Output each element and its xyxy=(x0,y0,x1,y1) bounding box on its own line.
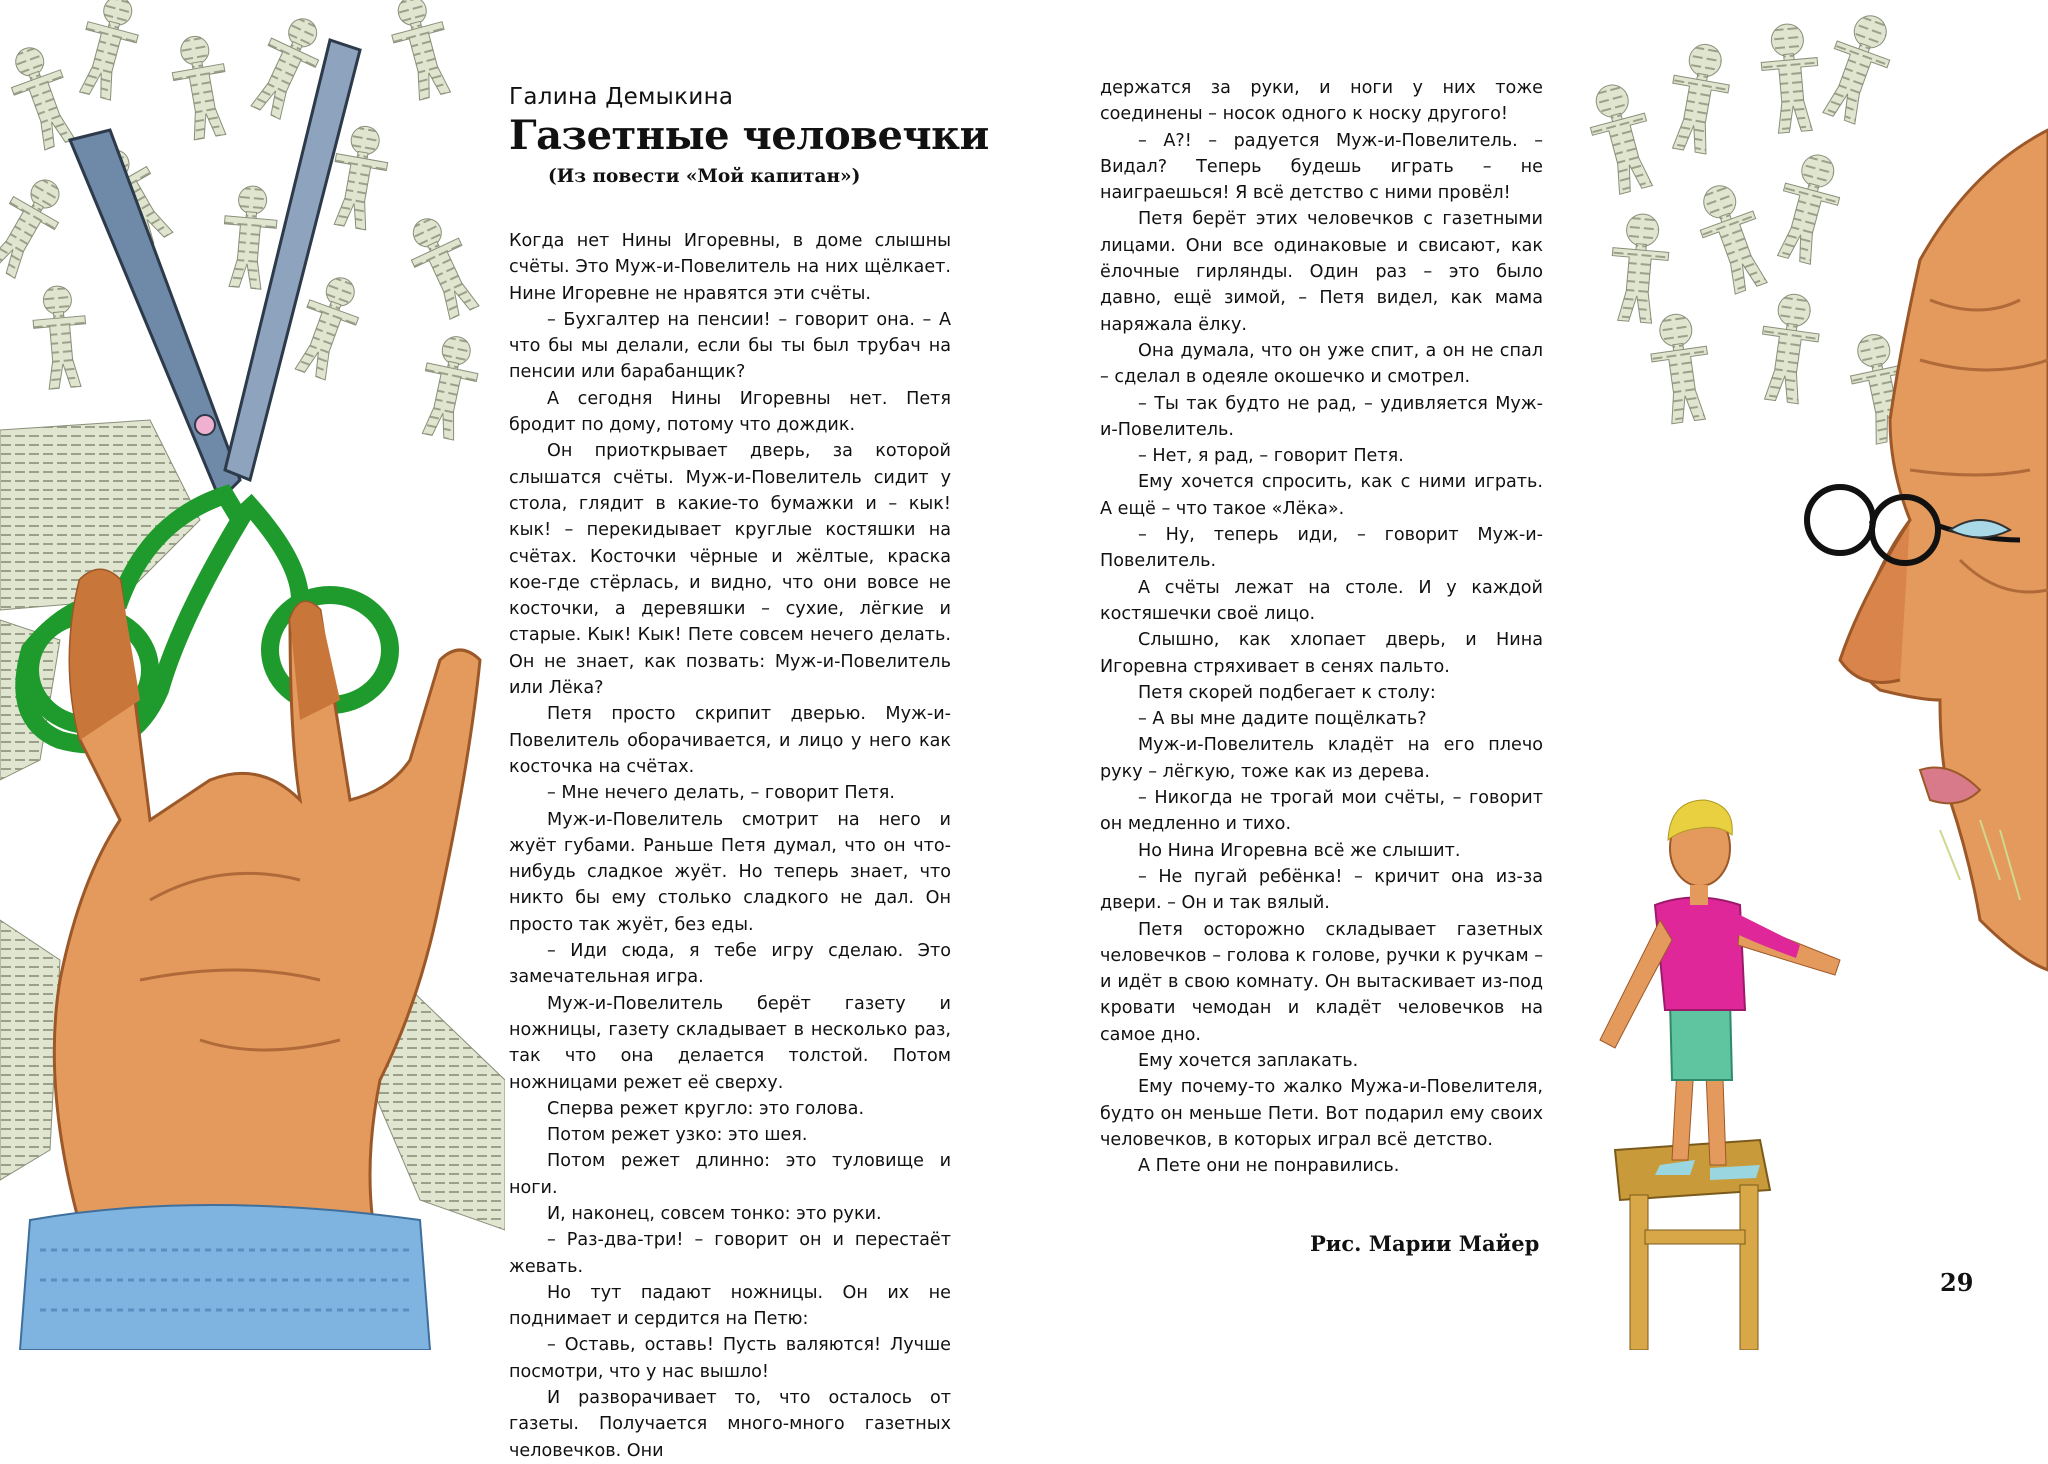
paragraph: – Бухгалтер на пенсии! – говорит она. – А что бы мы делали, если бы ты был трубач на пенсии или барабанщик? xyxy=(509,309,951,383)
left-text-column xyxy=(509,228,951,1464)
paragraph: Муж-и-Повелитель кладёт на его плечо руку – лёгкую, тоже как из дерева. xyxy=(1100,735,1543,782)
paragraph: Петя скорей подбегает к столу: xyxy=(1138,682,1436,703)
paragraph: – Оставь, оставь! Пусть валяются! Лучше посмотри, что у нас вышло! xyxy=(509,1335,951,1382)
paragraph: – Ну, теперь иди, – говорит Муж-и-Повелитель. xyxy=(1100,525,1543,572)
paragraph: – Ты так будто не рад, – удивляется Муж-и-Повелитель. xyxy=(1100,393,1543,440)
paragraph: Муж-и-Повелитель берёт газету и ножницы, газету складывает в несколько раз, так что она делается толстой. Потом ножницами режет её сверху. xyxy=(509,993,951,1093)
article-author: Галина Демыкина xyxy=(509,84,734,110)
paragraph: Она думала, что он уже спит, а он не спал – сделал в одеяле окошечко и смотрел. xyxy=(1100,340,1543,388)
paragraph: Петя берёт этих человечков с газетными лицами. Они все одинаковые и свисают, как ёлочные гирлянды. Один раз – это было давно, ещё зимой, – Петя видел, как мама наряжала ёлку. xyxy=(1100,209,1543,335)
paragraph: – Мне нечего делать, – говорит Петя. xyxy=(547,783,895,804)
paragraph: Ему почему-то жалко Мужа-и-Повелителя, будто он меньше Пети. Вот подарил ему своих человечков, в которых играл всё детство. xyxy=(1100,1077,1543,1150)
paragraph: А Пете они не понравились. xyxy=(1138,1156,1400,1177)
paragraph: – Не пугай ребёнка! – кричит она из-за двери. – Он и так вялый. xyxy=(1100,866,1543,914)
paragraph: – А вы мне дадите пощёлкать? xyxy=(1138,709,1427,730)
paragraph: А сегодня Нины Игоревны нет. Петя бродит по дому, потому что дождик. xyxy=(509,388,951,436)
right-text-column xyxy=(1100,75,1543,1179)
paragraph: Когда нет Нины Игоревны, в доме слышны счёты. Это Муж-и-Повелитель на них щёлкает. Нине Игоревне не нравятся эти счёты. xyxy=(509,231,951,304)
right-illustration xyxy=(1560,0,2048,1350)
article-subtitle: (Из повести «Мой капитан») xyxy=(548,166,861,187)
paragraph: – Раз-два-три! – говорит он и перестаёт жевать. xyxy=(509,1230,951,1277)
paragraph: А счёты лежат на столе. И у каждой костяшечки своё лицо. xyxy=(1100,577,1543,624)
illustration-credit: Рис. Марии Майер xyxy=(1310,1231,1540,1256)
paragraph: Петя просто скрипит дверью. Муж-и-Повелитель оборачивается, и лицо у него как косточка на счётах. xyxy=(509,704,951,777)
paragraph: Но тут падают ножницы. Он их не поднимает и сердится на Петю: xyxy=(509,1282,951,1330)
paragraph: – Нет, я рад, – говорит Петя. xyxy=(1138,446,1404,467)
paragraph: – А?! – радуется Муж-и-Повелитель. – Видал? Теперь будешь играть – не наиграешься! Я всё детство с ними провёл! xyxy=(1100,130,1543,204)
paragraph: И разворачивает то, что осталось от газеты. Получается много-много газетных человечков. Они xyxy=(509,1388,951,1461)
paragraph: Петя осторожно складывает газетных человечков – голова к голове, ручки к ручкам – и идёт в свою комнату. Он вытаскивает из-под кровати чемодан и кладёт человечков на самое дно. xyxy=(1100,919,1543,1045)
paragraph: Потом режет длинно: это туловище и ноги. xyxy=(509,1151,951,1198)
paragraph: – Никогда не трогай мои счёты, – говорит он медленно и тихо. xyxy=(1100,788,1543,835)
page-number: 29 xyxy=(1940,1268,1974,1297)
paragraph: Он приоткрывает дверь, за которой слышатся счёты. Муж-и-Повелитель сидит у стола, глядит в какие-то бумажки и – кык! кык! – перекидывает круглые костяшки на счётах. Косточки чёрные и жёлтые, краска кое-где стёрлась, и видно, что они вовсе не косточки, а деревяшки – сухие, лёгкие и старые. Кык! Кык! Пете совсем нечего делать. Он не знает, как позвать: Муж-и-Повелитель или Лёка? xyxy=(509,441,951,699)
paragraph: И, наконец, совсем тонко: это руки. xyxy=(547,1203,882,1224)
paragraph: Слышно, как хлопает дверь, и Нина Игоревна стряхивает в сенях пальто. xyxy=(1100,630,1543,677)
left-illustration xyxy=(0,0,505,1350)
paragraph: – Иди сюда, я тебе игру сделаю. Это замечательная игра. xyxy=(509,941,951,988)
paragraph: держатся за руки, и ноги у них тоже соединены – носок одного к носку другого! xyxy=(1100,78,1543,125)
paragraph: Но Нина Игоревна всё же слышит. xyxy=(1138,840,1461,861)
paragraph: Потом режет узко: это шея. xyxy=(547,1125,808,1146)
paragraph: Ему хочется спросить, как с ними играть. А ещё – что такое «Лёка». xyxy=(1100,472,1543,519)
paragraph: Ему хочется заплакать. xyxy=(1138,1050,1359,1071)
paragraph: Сперва режет кругло: это голова. xyxy=(547,1098,865,1119)
article-title: Газетные человечки xyxy=(509,112,989,159)
paragraph: Муж-и-Повелитель смотрит на него и жуёт губами. Раньше Петя думал, что он что-нибудь сладкое жуёт. Но теперь знает, что никто бы ему столько сладкого не дал. Он просто так жуёт, без еды. xyxy=(509,809,951,935)
